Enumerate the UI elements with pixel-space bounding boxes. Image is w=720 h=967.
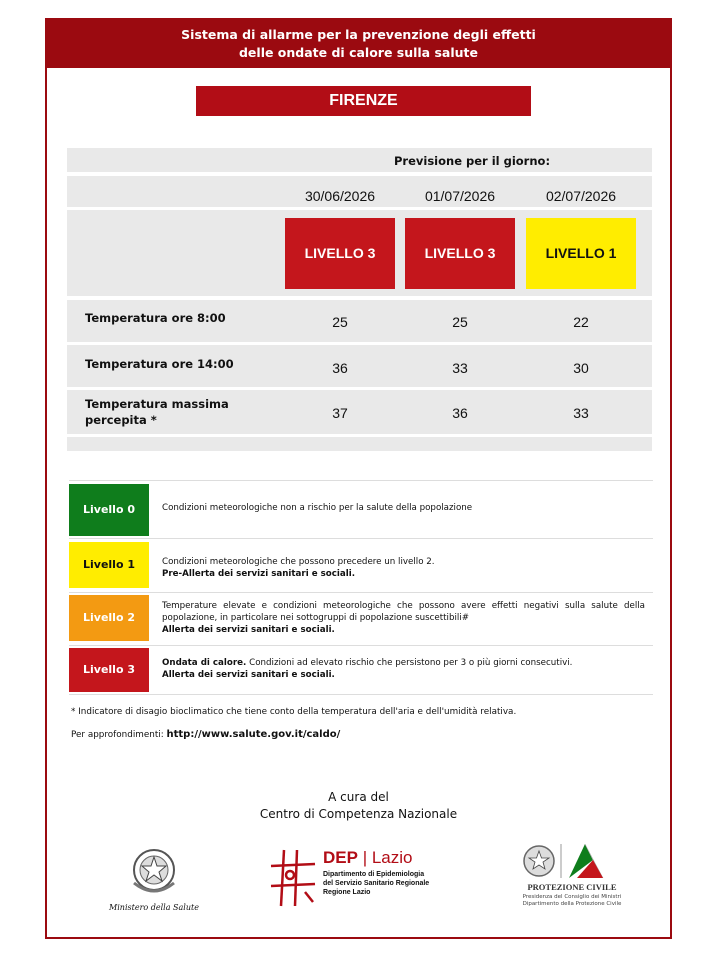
pc-caption-1: Presidenza del Consiglio dei Ministri — [522, 894, 622, 900]
more-info-label: Per approfondimenti: — [71, 730, 164, 740]
legend-chip-3: Livello 3 — [69, 648, 149, 692]
legend-chip-1: Livello 1 — [69, 542, 149, 588]
forecast-date-2: 01/07/2026 — [424, 188, 496, 204]
legend-text-3-bold: Allerta dei servizi sanitari e sociali. — [162, 670, 335, 680]
forecast-header-bg — [67, 148, 652, 172]
legend-text-3-body: Condizioni ad elevato rischio che persistono per 3 o più giorni consecutivi. — [249, 658, 573, 668]
dep-region: Lazio — [371, 848, 413, 867]
header-line-2: delle ondate di calore sulla salute — [238, 45, 478, 60]
temp-max-value-3: 33 — [573, 405, 589, 421]
ministero-logo — [109, 845, 199, 915]
legend-text-1-body: Condizioni meteorologiche che possono precedere un livello 2. — [162, 557, 435, 567]
dep-caption — [323, 870, 429, 897]
row-label-temp-8: Temperatura ore 8:00 — [85, 311, 226, 325]
protezione-civile-logo — [517, 840, 627, 915]
pc-caption — [517, 894, 627, 908]
dep-lazio-logo — [269, 848, 449, 910]
footnote: * Indicatore di disagio bioclimatico che tiene conto della temperatura dell'aria e dell'umidità relativa. — [71, 707, 517, 717]
legend-text-3 — [162, 657, 572, 681]
legend-text-3-line — [162, 657, 572, 669]
temp-14-value-2: 33 — [452, 360, 468, 376]
more-info-link[interactable]: http://www.salute.gov.it/caldo/ — [166, 729, 341, 740]
legend-text-2-body: Temperature elevate e condizioni meteorologiche che possono avere effetti negativi sulla salute della popolazione, in particolare nei sottogruppi di popolazione suscettibili# — [162, 601, 645, 623]
temp-8-value-1: 25 — [332, 314, 348, 330]
dep-grid-icon — [269, 848, 319, 908]
header-line-1: Sistema di allarme per la prevenzione degli effetti — [181, 27, 536, 42]
forecast-date-3: 02/07/2026 — [545, 188, 617, 204]
temp-max-value-2: 36 — [452, 405, 468, 421]
legend-row-1 — [69, 540, 653, 593]
pc-title: PROTEZIONE CIVILE — [527, 882, 617, 892]
legend-text-1-bold: Pre-Allerta dei servizi sanitari e sociali. — [162, 569, 356, 579]
dep-caption-3: Regione Lazio — [323, 889, 371, 896]
temp-8-value-3: 22 — [573, 314, 589, 330]
dep-title: DEP — [323, 848, 358, 867]
credits — [47, 789, 670, 823]
forecast-level-1: LIVELLO 3 — [285, 218, 395, 289]
legend-row-2 — [69, 593, 653, 646]
dep-title-block: DEP | Lazio — [323, 848, 413, 867]
legend-text-2-bold: Allerta dei servizi sanitari e sociali. — [162, 625, 335, 635]
legend-text-3-prefix: Ondata di calore. — [162, 658, 247, 668]
legend-top-rule — [69, 480, 653, 481]
header-banner — [47, 20, 670, 68]
italian-emblem-icon — [109, 845, 199, 905]
legend-chip-2: Livello 2 — [69, 595, 149, 641]
more-info — [71, 729, 340, 740]
city-title: FIRENZE — [196, 86, 531, 116]
dep-caption-1: Dipartimento di Epidemiologia — [323, 871, 425, 878]
legend-row-3 — [69, 646, 653, 695]
credits-line-2: Centro di Competenza Nazionale — [259, 807, 458, 821]
temp-max-value-1: 37 — [332, 405, 348, 421]
legend-text-1 — [162, 556, 435, 580]
forecast-level-2: LIVELLO 3 — [405, 218, 515, 289]
temp-8-value-2: 25 — [452, 314, 468, 330]
dep-caption-2: del Servizio Sanitario Regionale — [323, 880, 430, 887]
pc-caption-2: Dipartimento della Protezione Civile — [522, 901, 622, 907]
legend-text-0 — [162, 502, 472, 514]
temp-14-value-3: 30 — [573, 360, 589, 376]
temp-14-value-1: 36 — [332, 360, 348, 376]
table-footer-bg — [67, 437, 652, 451]
forecast-date-1: 30/06/2026 — [304, 188, 376, 204]
protezione-civile-emblem-icon — [517, 840, 627, 882]
forecast-title: Previsione per il giorno: — [394, 154, 551, 168]
row-label-temp-max — [85, 396, 229, 428]
forecast-level-3: LIVELLO 1 — [526, 218, 636, 289]
ministero-caption: Ministero della Salute — [109, 903, 199, 912]
legend-chip-0: Livello 0 — [69, 484, 149, 536]
legend-text-2 — [162, 600, 645, 636]
row-label-temp-max-line1: Temperatura massima — [85, 397, 229, 411]
row-label-temp-max-line2: percepita * — [85, 413, 157, 427]
legend-text-0-body: Condizioni meteorologiche non a rischio per la salute della popolazione — [162, 503, 473, 513]
credits-line-1: A cura del — [328, 790, 389, 804]
bulletin-frame — [45, 18, 672, 939]
row-label-temp-14: Temperatura ore 14:00 — [85, 357, 234, 371]
legend-row-0 — [69, 482, 653, 539]
